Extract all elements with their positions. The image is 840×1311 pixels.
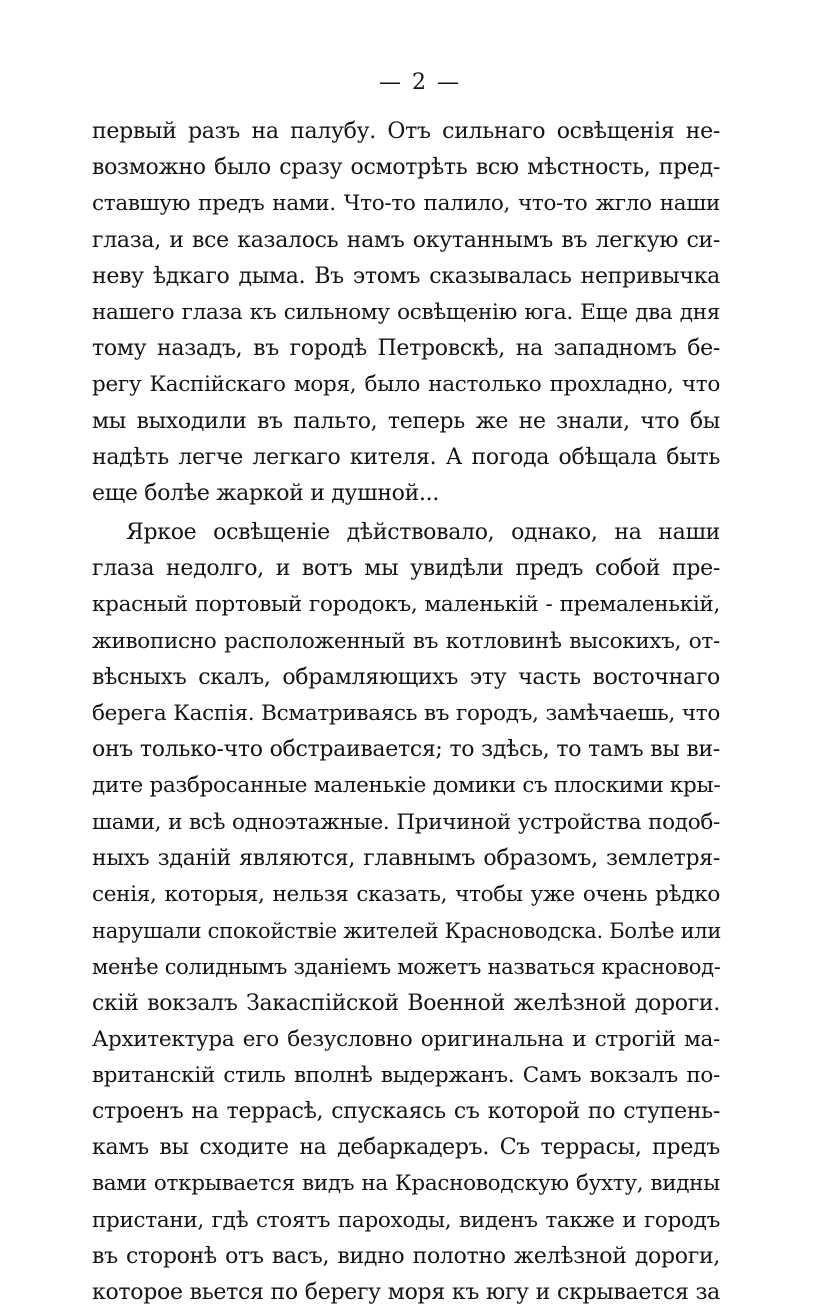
text-line: дите разбросанные маленькіе домики съ плоскими кры- xyxy=(92,773,721,799)
text-line: тому назадъ, въ городѣ Петровскѣ, на западномъ бе- xyxy=(92,336,720,362)
text-line: которое вьется по берегу моря къ югу и скрывается за xyxy=(92,1280,720,1305)
text-line: пристани, гдѣ стоятъ пароходы, виденъ также и городъ xyxy=(92,1207,720,1233)
text-line: нашего глаза къ сильному освѣщенію юга. Еще два дня xyxy=(92,299,720,325)
text-line: надѣть легче легкаго кителя. А погода обѣщала быть xyxy=(92,444,720,470)
text-line: нарушали спокойствіе жителей Красноводска. Болѣе или xyxy=(92,919,722,944)
text-line: неву ѣдкаго дыма. Въ этомъ сказывалась непривычка xyxy=(92,263,720,289)
text-line: сенія, которыя, нельзя сказать, чтобы уже очень рѣдко xyxy=(92,881,720,907)
text-line: первый разъ на палубу. Отъ сильнаго освѣщенія не- xyxy=(92,119,720,144)
text-line: ставшую предъ нами. Что-то палило, что-то жгло наши xyxy=(92,191,720,217)
body-text xyxy=(92,114,720,1311)
text-line: регу Каспійскаго моря, было настолько прохладно, что xyxy=(92,372,720,398)
text-line: онъ только-что обстраивается; то здѣсь, то тамъ вы ви- xyxy=(92,737,720,763)
text-line: еще болѣе жаркой и душной... xyxy=(92,480,440,506)
text-line: красный портовый городокъ, маленькій - премаленькій, xyxy=(92,592,720,618)
paragraph xyxy=(92,515,720,1311)
text-line: глаза недолго, и вотъ мы увидѣли предъ собой пре- xyxy=(92,556,720,582)
text-line: въ сторонѣ отъ васъ, видно полотно желѣзной дороги, xyxy=(92,1243,720,1269)
text-line: камъ вы сходите на дебаркадеръ. Съ террасы, предъ xyxy=(92,1135,720,1161)
text-line: вѣсныхъ скалъ, обрамляющихъ эту часть восточнаго xyxy=(92,664,720,690)
page-number: — 2 — xyxy=(379,70,461,95)
text-line: вами открывается видъ на Красноводскую бухту, видны xyxy=(92,1171,720,1197)
text-line: строенъ на террасѣ, спускаясь съ которой по ступень- xyxy=(92,1099,720,1125)
paragraph xyxy=(92,114,720,512)
text-line: Яркое освѣщеніе дѣйствовало, однако, на наши xyxy=(126,520,720,546)
text-line: вританскій стиль вполнѣ выдержанъ. Самъ вокзалъ по- xyxy=(92,1062,720,1088)
text-line: ныхъ зданій являются, главнымъ образомъ, землетря- xyxy=(92,845,720,871)
text-line: глаза, и все казалось намъ окутаннымъ въ легкую си- xyxy=(92,227,720,253)
text-line: скій вокзалъ Закаспійской Военной желѣзной дороги. xyxy=(92,990,720,1016)
text-line: берега Каспія. Всматриваясь въ городъ, замѣчаешь, что xyxy=(92,701,720,726)
text-line: Архитектура его безусловно оригинальна и строгій ма- xyxy=(92,1026,720,1052)
text-line: мы выходили въ пальто, теперь же не знали, что бы xyxy=(92,408,720,434)
text-line: шами, и всѣ одноэтажные. Причиной устройства подоб- xyxy=(92,809,720,835)
text-line: менѣе солиднымъ зданіемъ можетъ назваться красновод- xyxy=(92,955,721,980)
text-line: живописно расположенный въ котловинѣ высокихъ, от- xyxy=(92,628,720,654)
text-line: возможно было сразу осмотрѣть всю мѣстность, пред- xyxy=(92,155,720,181)
